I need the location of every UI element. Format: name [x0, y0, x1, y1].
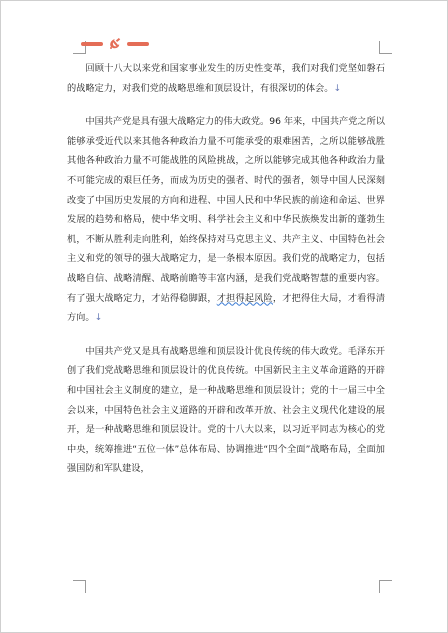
header-bar-right	[127, 42, 149, 46]
paragraph-2-text-start: 中国共产党是具有强大战略定力的伟大政党。96 年来，中国共产党之所以能够承受近代以来其他各种政治力量不可能承受的艰难困苦，之所以能够战胜其他各种政治力量不可能战胜的风险挑战，之所以能够完成其他各种政治力量不可能完成的艰巨任务，而成为历史的强者、时代的强者，领导中国人民深刻改变了中国历史发展的方向和进程、中国人民和中华民族的前途和命运、世界发展的趋势和格局，使中华文明、科学社会主义和中华民族焕发出新的蓬勃生机，不断从胜利走向胜利，始终保持对马克思主义、共产主义、中国特色社会主义和党的领导的强大战略定力，是一条根本原因。我们党的战略定力，包括战略自信、战略清醒、战略前瞻等丰富内涵，是我们党战略智慧的重要内容。有了强大战略定力，才站得稳脚跟，	[67, 116, 385, 304]
header-bar-left	[81, 42, 103, 46]
paragraph-mark-icon: ↓	[333, 82, 342, 94]
crop-mark-bottom-right	[379, 580, 392, 593]
paragraph-2	[67, 112, 385, 328]
paragraph-1	[67, 59, 385, 98]
spellcheck-underlined-phrase: 才担得起风险	[216, 292, 273, 304]
crop-mark-bottom-left	[73, 580, 86, 593]
paragraph-3	[67, 342, 385, 479]
header-decoration	[81, 38, 151, 50]
document-body	[67, 59, 385, 479]
paragraph-mark-icon: ↓	[94, 312, 103, 324]
crop-mark-top-right	[379, 41, 392, 54]
paragraph-3-text: 中国共产党又是具有战略思维和顶层设计优良传统的伟大政党。毛泽东开创了我们党战略思维和顶层设计的优良传统。中国新民主主义革命道路的开辟和中国社会主义制度的建立，是一种战略思维和顶层设计；党的十一届三中全会以来，中国特色社会主义道路的开辟和改革开放、社会主义现代化建设的展开，是一种战略思维和顶层设计。党的十八大以来，以习近平同志为核心的党中央，统筹推进“五位一体”总体布局、协调推进“四个全面”战略布局，全面加强国防和军队建设，	[67, 345, 385, 475]
paragraph-1-text: 回顾十八大以来党和国家事业发生的历史性变革，我们对我们党坚如磐石的战略定力，对我们党的战略思维和顶层设计，有很深切的体会。	[67, 63, 385, 94]
paragraph-2-text-end: ，才把得住大局，才看得清方向。	[67, 292, 386, 324]
hammer-sickle-icon	[108, 38, 122, 50]
